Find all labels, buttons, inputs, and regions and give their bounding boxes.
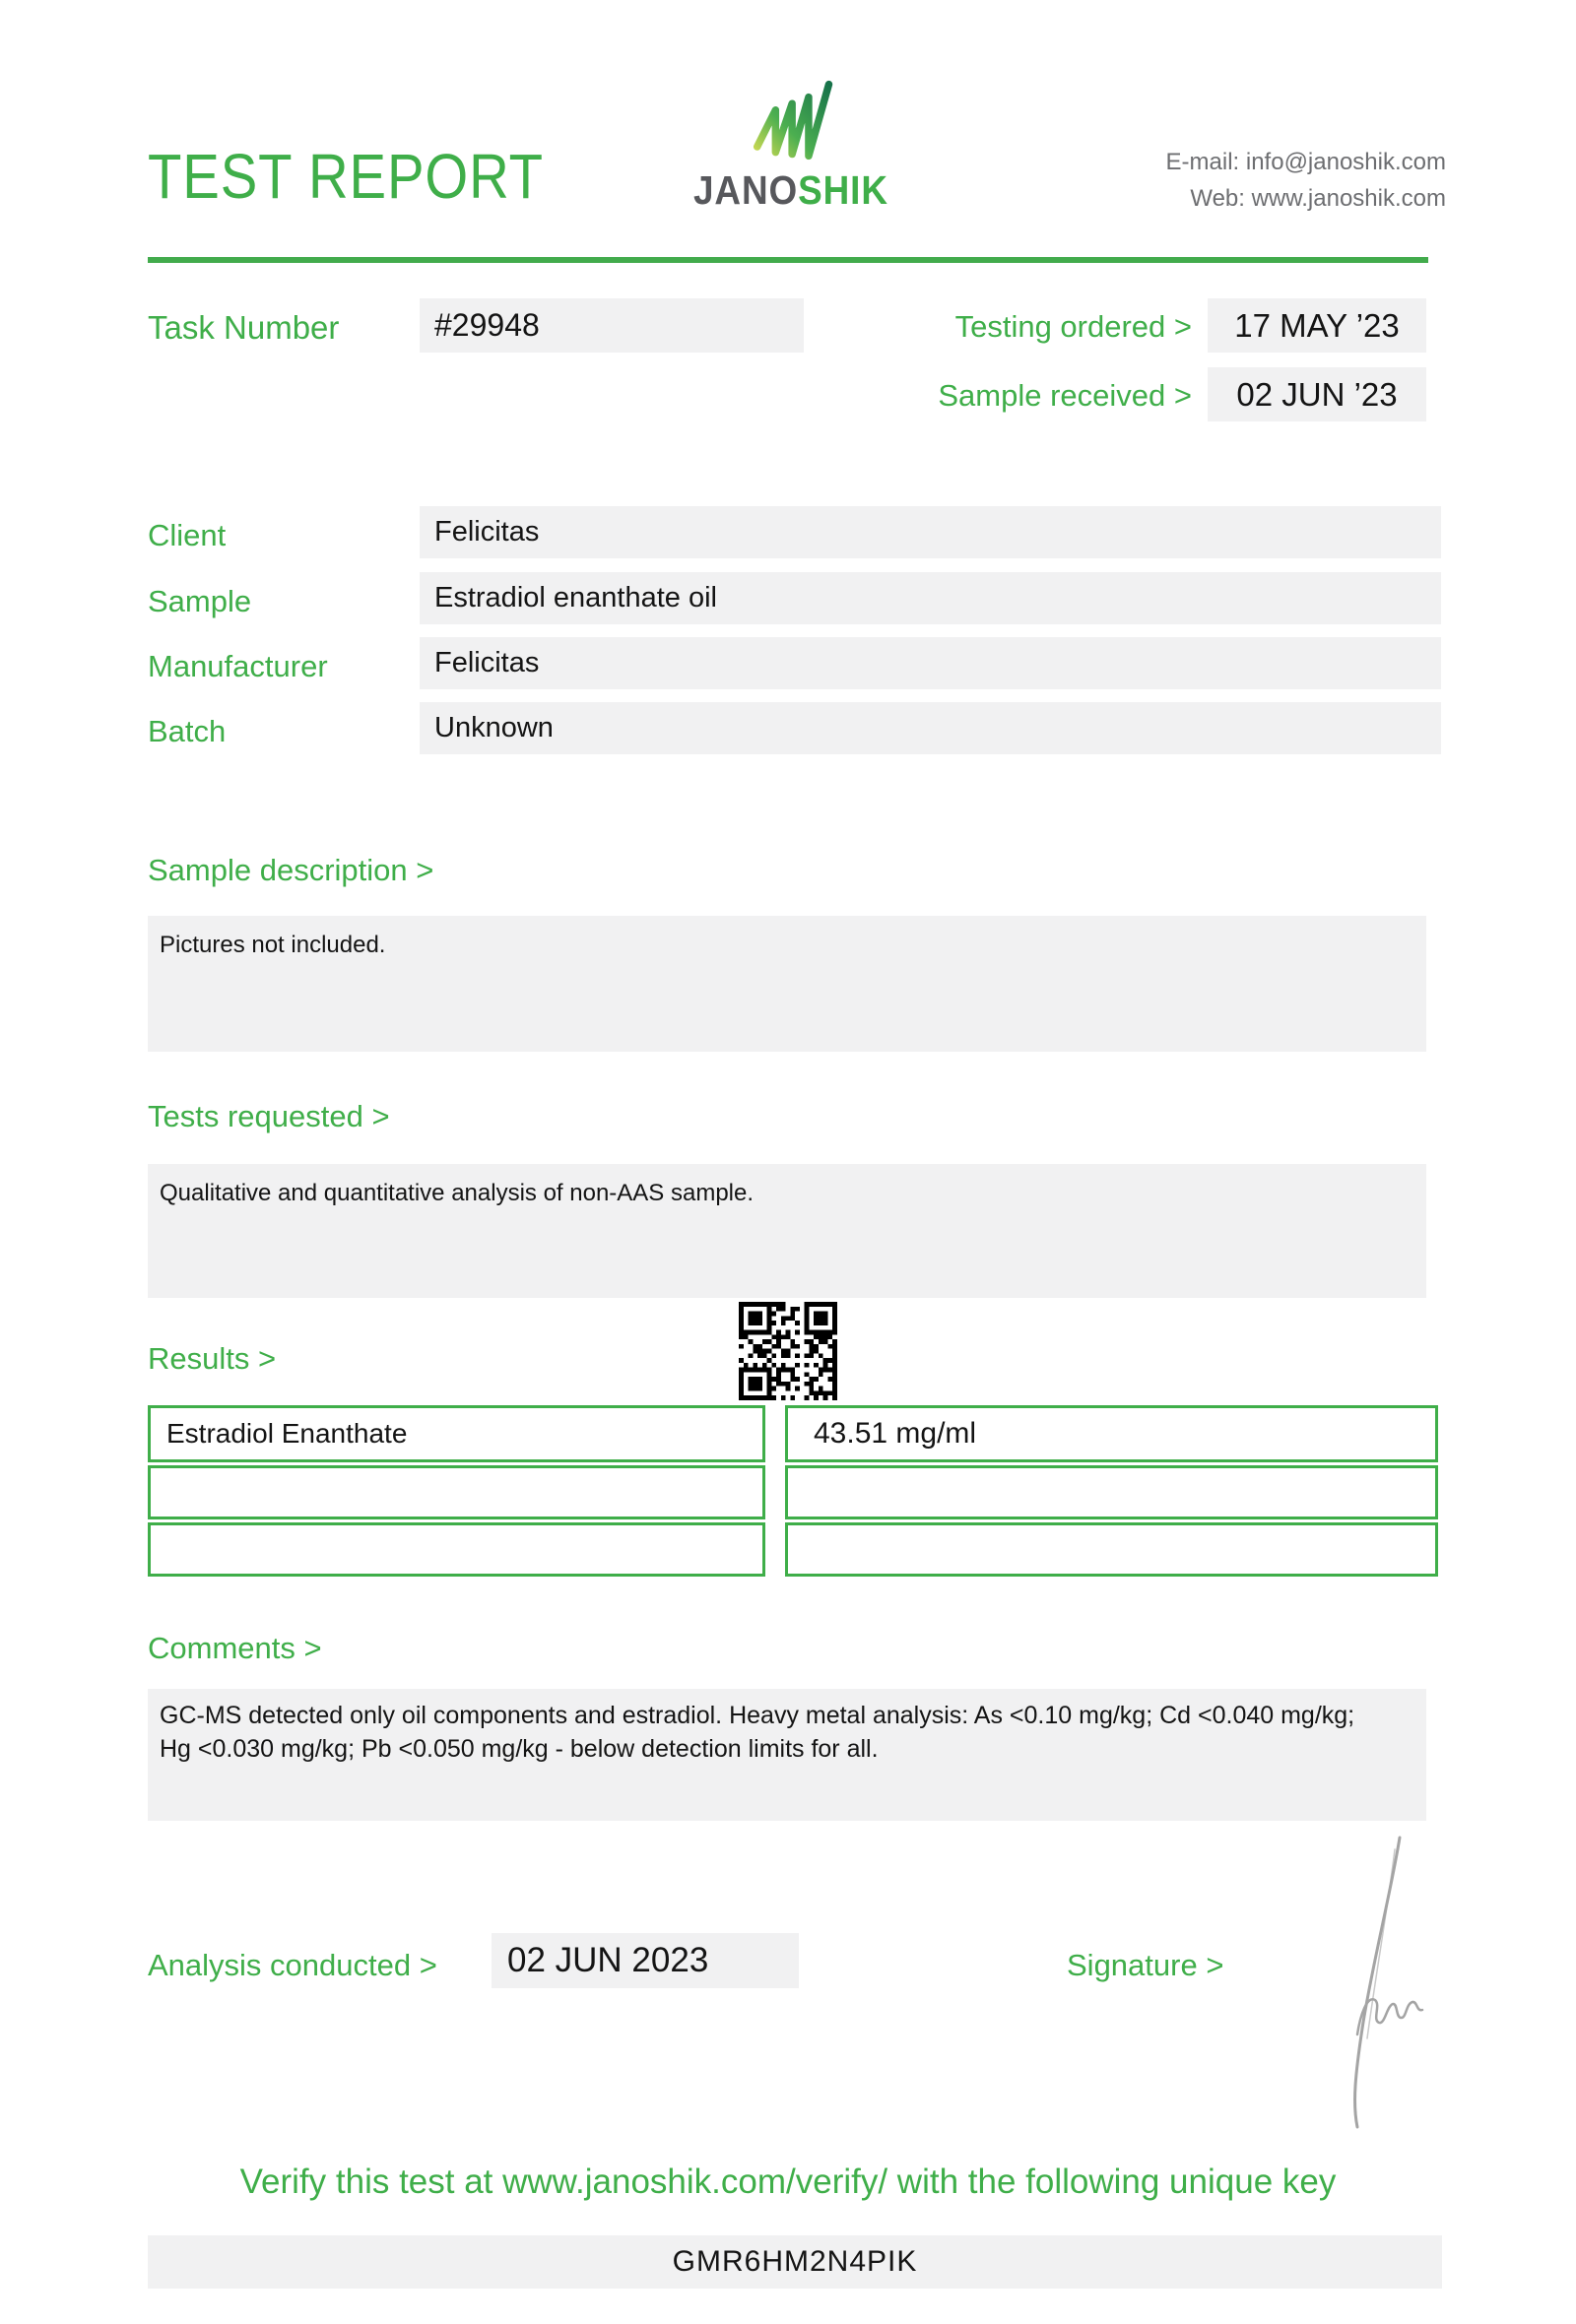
task-number-label: Task Number [148, 309, 340, 346]
logo-text-jano: JANO [693, 167, 799, 213]
qr-code-icon [739, 1302, 837, 1400]
comments-text: GC-MS detected only oil components and estradiol. Heavy metal analysis: As <0.10 mg/kg; Cd <0.040 mg/kg; Hg <0.030 mg/kg; Pb <0.050 mg/kg - below detection limits for all. [160, 1702, 1355, 1763]
signature-icon [1300, 1832, 1458, 2142]
results-row-2-name-cell [148, 1522, 765, 1577]
sample-received-label: Sample received > [938, 378, 1192, 413]
sample-description-heading: Sample description > [148, 853, 434, 887]
detail-label-batch: Batch [148, 714, 227, 748]
results-heading: Results > [148, 1341, 277, 1376]
verify-text: Verify this test at www.janoshik.com/verify/ with the following unique key [239, 2163, 1337, 2201]
header-divider [148, 257, 1428, 263]
results-row-0-value: 43.51 mg/ml [814, 1417, 977, 1450]
tests-requested-heading: Tests requested > [148, 1099, 390, 1133]
results-row-0-name: Estradiol Enanthate [166, 1418, 408, 1449]
sample-description-text: Pictures not included. [160, 932, 386, 958]
results-row-0-name-cell [148, 1405, 765, 1462]
results-row-0-value-cell [785, 1405, 1438, 1462]
verify-key: GMR6HM2N4PIK [672, 2245, 918, 2278]
verify-key-box [148, 2235, 1442, 2289]
task-number-value: #29948 [420, 298, 804, 353]
contact-block [1166, 144, 1446, 217]
detail-label-manufacturer: Manufacturer [148, 649, 328, 683]
logo-chart-icon [747, 79, 841, 161]
detail-value-batch: Unknown [420, 702, 1441, 754]
logo-wordmark [683, 167, 899, 214]
results-row-2-value-cell [785, 1522, 1438, 1577]
analysis-conducted-label: Analysis conducted > [148, 1948, 437, 1982]
comments-box [148, 1689, 1426, 1821]
detail-label-client: Client [148, 518, 227, 552]
contact-web: Web: www.janoshik.com [1190, 185, 1446, 212]
analysis-date-value: 02 JUN 2023 [492, 1933, 799, 1988]
detail-value-sample: Estradiol enanthate oil [420, 572, 1441, 624]
results-row-1-name-cell [148, 1465, 765, 1519]
testing-ordered-value: 17 MAY ’23 [1208, 298, 1426, 353]
results-row-1-value-cell [785, 1465, 1438, 1519]
signature-label: Signature > [1067, 1948, 1224, 1982]
testing-ordered-label: Testing ordered > [954, 309, 1192, 344]
sample-received-value: 02 JUN ’23 [1208, 367, 1426, 421]
sample-description-box [148, 916, 1426, 1052]
tests-requested-text: Qualitative and quantitative analysis of non-AAS sample. [160, 1180, 755, 1206]
detail-value-client: Felicitas [420, 506, 1441, 558]
detail-label-sample: Sample [148, 584, 252, 618]
page-title: TEST REPORT [148, 141, 544, 212]
detail-value-manufacturer: Felicitas [420, 637, 1441, 689]
logo-text-shik: SHIK [798, 167, 888, 213]
contact-email: E-mail: info@janoshik.com [1165, 149, 1446, 175]
comments-heading: Comments > [148, 1631, 322, 1665]
tests-requested-box [148, 1164, 1426, 1298]
